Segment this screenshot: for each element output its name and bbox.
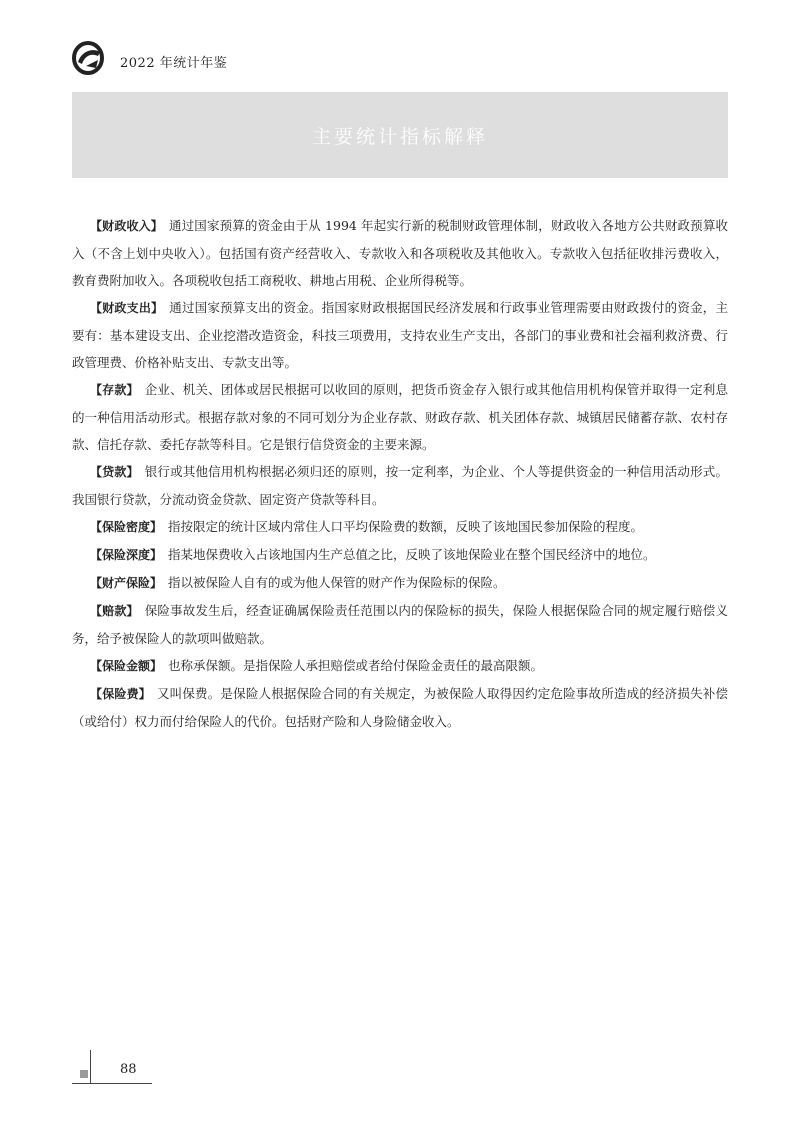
definition-term: 【财政收入】 <box>90 219 163 233</box>
statistics-bureau-logo-icon <box>72 40 104 76</box>
definition-entry <box>72 376 728 458</box>
definition-entry <box>72 680 728 735</box>
definition-text: 银行或其他信用机构根据必须归还的原则，按一定利率，为企业、个人等提供资金的一种信用活动形式。我国银行贷款，分流动资金贷款、固定资产贷款等科目。 <box>72 464 728 507</box>
definition-entry <box>72 513 728 541</box>
page-number: 88 <box>120 1062 137 1077</box>
definition-term: 【存款】 <box>90 383 139 397</box>
definition-entry <box>72 597 728 652</box>
section-banner <box>72 92 728 178</box>
definition-text: 也称承保额。是指保险人承担赔偿或者给付保险金责任的最高限额。 <box>168 658 544 673</box>
definition-term: 【赔款】 <box>90 604 139 618</box>
definition-text: 通过国家预算的资金由于从 1994 年起实行新的税制财政管理体制，财政收入各地方公共财政预算收入（不含上划中央收入）。包括国有资产经营收入、专款收入和各项税收及其他收入。专款收入包括征收排污费收入，教育费附加收入。各项税收包括工商税收、耕地占用税、企业所得税等。 <box>72 218 728 288</box>
definition-entry <box>72 294 728 376</box>
definition-text: 通过国家预算支出的资金。指国家财政根据国民经济发展和行政事业管理需要由财政拨付的资金，主要有：基本建设支出、企业挖潜改造资金，科技三项费用，支持农业生产支出，各部门的事业费和社会福利救济费、行政管理费、价格补贴支出、专款支出等。 <box>72 300 728 370</box>
definition-term: 【保险密度】 <box>90 520 163 534</box>
definitions-list <box>72 212 728 735</box>
section-title: 主要统计指标解释 <box>311 126 488 148</box>
footer-horizontal-rule <box>72 1083 152 1084</box>
definition-entry <box>72 458 728 513</box>
definition-text: 企业、机关、团体或居民根据可以收回的原则，把货币资金存入银行或其他信用机构保管并取得一定利息的一种信用活动形式。根据存款对象的不同可划分为企业存款、财政存款、机关团体存款、城镇居民储蓄存款、农村存款、信托存款、委托存款等科目。它是银行信贷资金的主要来源。 <box>72 382 728 452</box>
page-header <box>72 40 472 80</box>
definition-entry <box>72 569 728 597</box>
definition-text: 指以被保险人自有的或为他人保管的财产作为保险标的保险。 <box>168 575 506 590</box>
definition-entry <box>72 541 728 569</box>
definition-entry <box>72 652 728 680</box>
definition-text: 指某地保费收入占该地国内生产总值之比，反映了该地保险业在整个国民经济中的地位。 <box>168 547 656 562</box>
yearbook-title: 2022 年统计年鉴 <box>120 56 228 71</box>
footer-vertical-rule <box>90 1050 91 1084</box>
definition-term: 【保险费】 <box>90 687 151 701</box>
definition-text: 指按限定的统计区域内常住人口平均保险费的数额，反映了该地国民参加保险的程度。 <box>168 519 644 534</box>
definition-term: 【保险深度】 <box>90 548 163 562</box>
definition-entry <box>72 212 728 294</box>
definition-text: 保险事故发生后，经查证确属保险责任范围以内的保险标的损失，保险人根据保险合同的规定履行赔偿义务，给予被保险人的款项叫做赔款。 <box>72 603 728 646</box>
footer-marker <box>80 1070 88 1078</box>
definition-text: 又叫保费。是保险人根据保险合同的有关规定，为被保险人取得因约定危险事故所造成的经济损失补偿（或给付）权力而付给保险人的代价。包括财产险和人身险储金收入。 <box>72 686 728 729</box>
definition-term: 【财政支出】 <box>90 301 164 315</box>
definition-term: 【贷款】 <box>90 465 139 479</box>
definition-term: 【保险金额】 <box>90 659 163 673</box>
definition-term: 【财产保险】 <box>90 576 163 590</box>
